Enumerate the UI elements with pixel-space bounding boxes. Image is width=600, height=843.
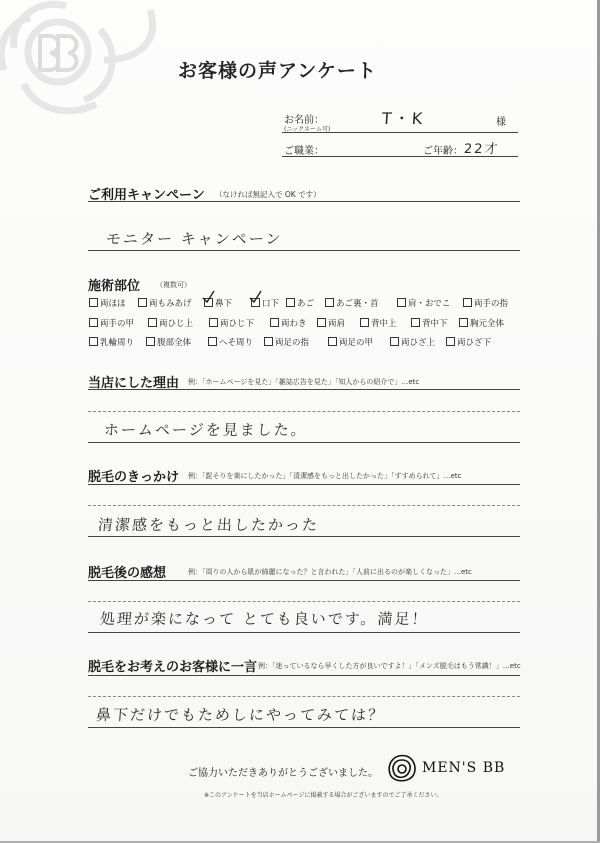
area-option[interactable]: 腹部全体 <box>146 336 191 348</box>
area-option[interactable]: 両ほほ <box>89 297 126 309</box>
area-option[interactable]: 両手の甲 <box>89 317 134 329</box>
areas-hint: （複数可） <box>156 281 191 289</box>
area-option[interactable]: 両手の指 <box>463 297 508 309</box>
impression-answer: 処理が楽になって とても良いです。満足！ <box>99 610 430 628</box>
area-option[interactable]: 両ひじ上 <box>148 317 193 329</box>
advice-rule-bottom <box>88 727 520 728</box>
brand-name: MEN'S BB <box>422 760 506 776</box>
area-option[interactable]: 両足の指 <box>264 336 309 348</box>
impression-rule-top <box>88 580 520 581</box>
name-value: T・K <box>381 109 425 128</box>
name-underline <box>282 132 518 133</box>
area-option[interactable]: 背中下 <box>411 317 448 329</box>
area-option[interactable]: 両もみあげ <box>138 297 192 309</box>
area-option[interactable]: あご裏・首 <box>325 297 379 309</box>
campaign-heading: ご利用キャンペーン <box>88 188 205 203</box>
area-option[interactable]: 両わき <box>270 317 307 329</box>
area-option[interactable]: 両肩 <box>317 317 345 329</box>
advice-answer: 鼻下だけでもためしにやってみては？ <box>95 706 386 724</box>
job-underline <box>282 156 518 157</box>
area-option[interactable]: 背中上 <box>360 317 397 329</box>
area-option[interactable]: 両ひじ下 <box>209 317 254 329</box>
area-option[interactable]: 両足の甲 <box>328 336 373 348</box>
area-option[interactable]: 口下 <box>251 297 279 309</box>
reason-answer: ホームページを見ました。 <box>103 421 309 439</box>
trigger-heading: 脱毛のきっかけ <box>88 470 180 485</box>
check-mark-icon <box>201 290 215 304</box>
area-option[interactable]: 肩・おでこ <box>397 297 450 309</box>
area-option[interactable]: 鼻下 <box>204 297 232 309</box>
area-option[interactable]: 両ひざ下 <box>446 336 491 348</box>
impression-hint: 例：「周りの人から肌が綺麗になった？と言われた」「人前に出るのが楽しくなった」…etc <box>188 568 472 576</box>
area-option[interactable]: 胸元全体 <box>459 317 504 329</box>
publish-note: ※このアンケートを当店ホームページに掲載する場合がございますのでご了承ください。 <box>204 792 443 799</box>
areas-heading: 施術部位 <box>88 279 141 294</box>
campaign-hint: （なければ無記入で OK です） <box>215 190 321 199</box>
bb-rose-watermark <box>0 0 180 130</box>
impression-dotted-line <box>88 601 520 602</box>
advice-dotted-line <box>88 696 520 697</box>
campaign-rule-top <box>88 201 520 202</box>
age-value: 22才 <box>463 142 500 157</box>
trigger-hint: 例：「髭そりを楽にしたかった」「清潔感をもっと出したかった」「すすめられて」…etc <box>188 472 462 480</box>
campaign-rule-bottom <box>88 250 520 251</box>
area-option[interactable]: 両ひざ上 <box>390 336 435 348</box>
reason-rule-top <box>88 389 520 390</box>
check-mark-icon <box>248 290 262 304</box>
thanks-message: ご協力いただきありがとうございました。 <box>188 768 378 779</box>
trigger-rule-top <box>88 484 520 485</box>
trigger-dotted-line <box>88 505 520 506</box>
name-label: お名前： <box>284 115 324 126</box>
trigger-answer: 清潔感をもっと出したかった <box>97 516 320 534</box>
area-option[interactable]: あご <box>286 297 314 309</box>
page-title: お客様の声アンケート <box>178 60 377 82</box>
honorific-label: 様 <box>496 117 506 128</box>
job-label: ご職業： <box>284 146 324 157</box>
reason-hint: 例：「ホームページを見た」「雑誌広告を見た」「知人からの紹介で」…etc <box>188 378 420 386</box>
age-label: ご年齢： <box>423 146 463 157</box>
reason-heading: 当店にした理由 <box>88 376 180 391</box>
trigger-rule-bottom <box>88 536 520 537</box>
advice-hint: 例：「迷っているなら早くした方が良いですよ！」「メンズ脱毛はもう常識！」…etc <box>258 662 521 670</box>
advice-heading: 脱毛をお考えのお客様に一言 <box>88 660 258 675</box>
impression-rule-bottom <box>88 632 520 633</box>
impression-heading: 脱毛後の感想 <box>88 566 167 581</box>
reason-dotted-line <box>88 411 520 412</box>
name-sub-label: (ニックネーム可) <box>284 126 331 133</box>
advice-rule-top <box>88 675 520 676</box>
rose-logo-icon <box>387 754 417 784</box>
reason-rule-bottom <box>88 442 520 443</box>
campaign-answer: モニター キャンペーン <box>105 230 284 248</box>
area-option[interactable]: 乳輪周り <box>89 336 134 348</box>
area-option[interactable]: へそ周り <box>208 336 253 348</box>
